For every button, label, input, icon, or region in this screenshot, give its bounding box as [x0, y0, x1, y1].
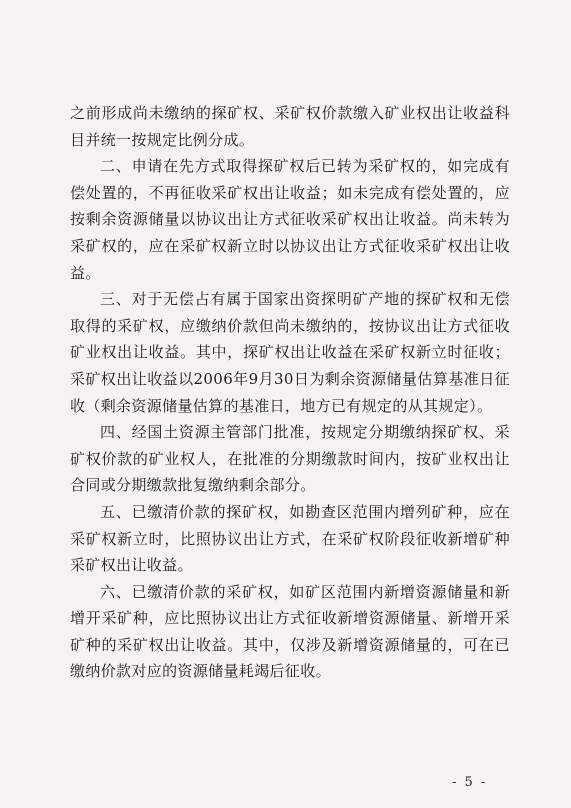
- paragraph-1: 之前形成尚未缴纳的探矿权、采矿权价款缴入矿业权出让收益科目并统一按规定比例分成。: [70, 104, 510, 149]
- paragraph-3: 三、对于无偿占有属于国家出资探明矿产地的探矿权和无偿取得的采矿权，应缴纳价款但尚未缴纳的，按协议出让方式征收矿业权出让收益。其中，探矿权出让收益在采矿权新立时征收；采矿权出让收益以2006年9月30日为剩余资源储量估算基准日征收（剩余资源储量估算的基准日，地方已有规定的从其规定）。: [70, 290, 510, 415]
- page-number: - 5 -: [452, 775, 488, 790]
- paragraph-5: 五、已缴清价款的探矿权，如勘查区范围内增列矿种，应在采矿权新立时，比照协议出让方式，在采矿权阶段征收新增矿种采矿权出让收益。: [70, 502, 510, 575]
- paragraph-2: 二、申请在先方式取得探矿权后已转为采矿权的，如完成有偿处置的，不再征收采矿权出让收益；如未完成有偿处置的，应按剩余资源储量以协议出让方式征收采矿权出让收益。尚未转为采矿权的，应在采矿权新立时以协议出让方式征收采矿权出让收益。: [70, 157, 510, 282]
- paragraph-4: 四、经国土资源主管部门批准，按规定分期缴纳探矿权、采矿权价款的矿业权人，在批准的分期缴款时间内，按矿业权出让合同或分期缴款批复缴纳剩余部分。: [70, 423, 510, 495]
- paragraph-6: 六、已缴清价款的采矿权，如矿区范围内新增资源储量和新增开采矿种，应比照协议出让方式征收新增资源储量、新增开采矿种的采矿权出让收益。其中，仅涉及新增资源储量的，可在已缴纳价款对应的资源储量耗竭后征收。: [70, 582, 510, 681]
- document-body: [70, 100, 510, 685]
